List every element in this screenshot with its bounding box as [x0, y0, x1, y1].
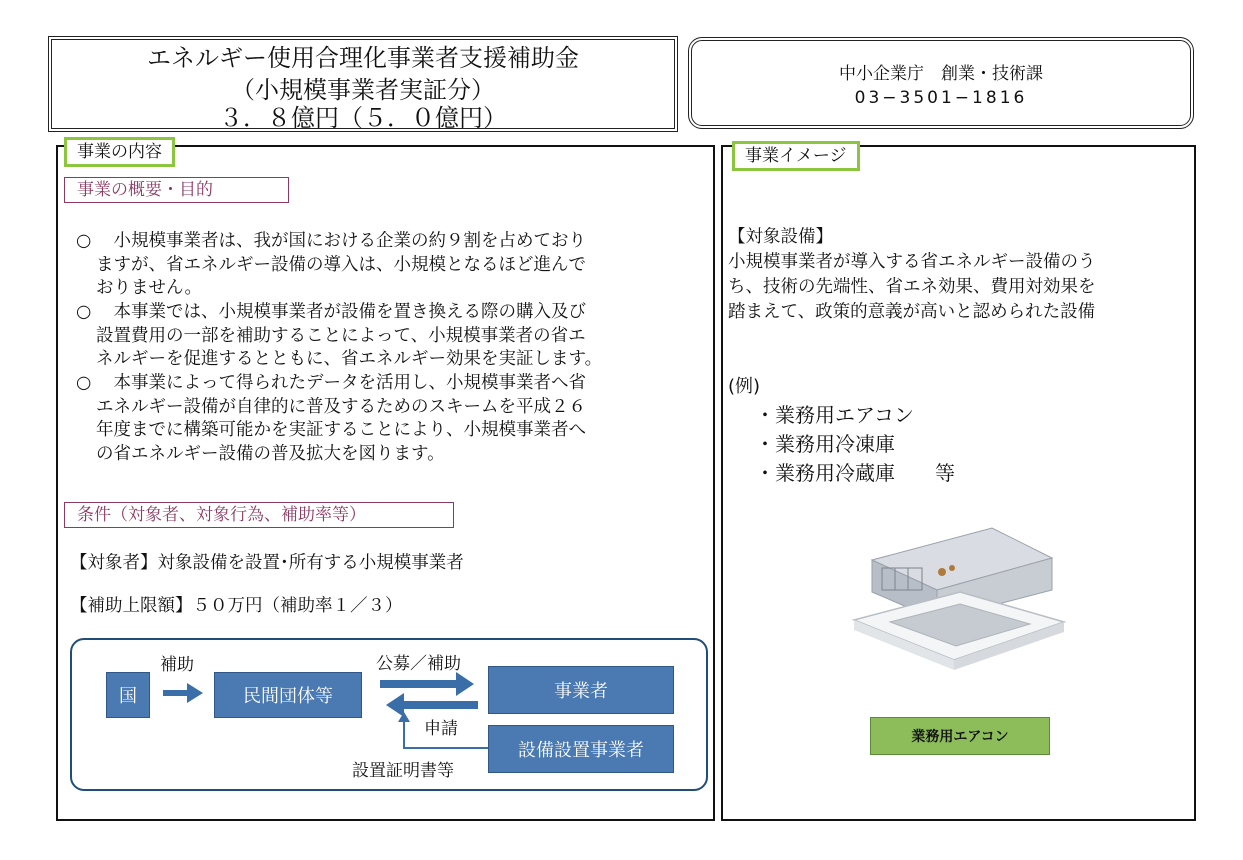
bullet-line: 本事業では、小規模事業者が設備を置き換える際の購入及び	[96, 302, 586, 322]
example-item: ・業務用エアコン	[755, 403, 914, 427]
air-conditioner-image	[842, 520, 1072, 680]
target-equipment-line: 小規模事業者が導入する省エネルギー設備のう	[728, 252, 1096, 272]
example-item: ・業務用冷蔵庫 等	[755, 461, 955, 485]
contact-phone: 03−3501−1816	[854, 88, 1028, 108]
arrow-right-icon	[380, 672, 474, 696]
title-budget: ３．８億円（５．０億円）	[219, 104, 507, 132]
bullet-line: ますが、省エネルギー設備の導入は、小規模となるほど進んで	[96, 254, 586, 275]
bullet-line: エネルギー設備が自律的に普及するためのスキームを平成２６	[96, 396, 586, 417]
example-item: ・業務用冷凍庫	[755, 432, 895, 456]
bullet-icon: ○	[76, 231, 92, 251]
flow-recruit-label: 公募／補助	[376, 654, 461, 674]
example-heading: (例)	[728, 376, 761, 397]
conditions-heading: 条件（対象者、対象行為、補助率等）	[64, 502, 454, 528]
flow-installer-box: 設備設置事業者	[488, 725, 674, 773]
target-recipients: 【対象者】対象設備を設置･所有する小規模事業者	[70, 553, 464, 573]
flow-private-org-box: 民間団体等	[214, 672, 362, 718]
flow-business-box: 事業者	[488, 666, 674, 714]
flow-subsidy-label: 補助	[160, 655, 194, 675]
bullet-line: 設置費用の一部を補助することによって、小規模事業者の省エ	[96, 325, 586, 346]
bullet-line: おりません。	[96, 278, 203, 298]
bullet-line: の省エネルギー設備の普及拡大を図ります。	[96, 443, 445, 464]
bullet-icon: ○	[76, 373, 92, 393]
arrow-right-icon	[163, 683, 203, 703]
bullet-line: ネルギーを促進するとともに、省エネルギー効果を実証します。	[96, 349, 603, 369]
flow-application-label: 申請	[424, 719, 458, 739]
overview-heading: 事業の概要・目的	[64, 177, 289, 203]
target-equipment-line: ち、技術の先端性、省エネ効果、費用対効果を	[728, 277, 1096, 297]
arrow-up-icon	[398, 712, 488, 748]
bullet-icon: ○	[76, 302, 92, 322]
title-line2: （小規模事業者実証分）	[231, 76, 495, 104]
bullet-line: 本事業によって得られたデータを活用し、小規模事業者へ省	[96, 373, 586, 393]
subsidy-limit: 【補助上限額】５０万円（補助率１／３）	[70, 596, 403, 616]
image-caption: 業務用エアコン	[870, 717, 1050, 755]
arrow-left-icon	[386, 693, 478, 717]
left-tab: 事業の内容	[64, 137, 175, 167]
title-line1: エネルギー使用合理化事業者支援補助金	[147, 44, 579, 72]
bullet-line: 年度までに構築可能かを実証することにより、小規模事業者へ	[96, 420, 586, 440]
right-tab: 事業イメージ	[732, 141, 860, 171]
target-equipment-heading: 【対象設備】	[728, 227, 833, 247]
target-equipment-line: 踏まえて、政策的意義が高いと認められた設備	[728, 302, 1096, 322]
contact-department: 中小企業庁 創業・技術課	[839, 64, 1043, 84]
bullet-line: 小規模事業者は、我が国における企業の約９割を占めており	[96, 231, 586, 251]
flow-certificate-label: 設置証明書等	[352, 761, 454, 781]
flow-country-box: 国	[106, 672, 150, 718]
